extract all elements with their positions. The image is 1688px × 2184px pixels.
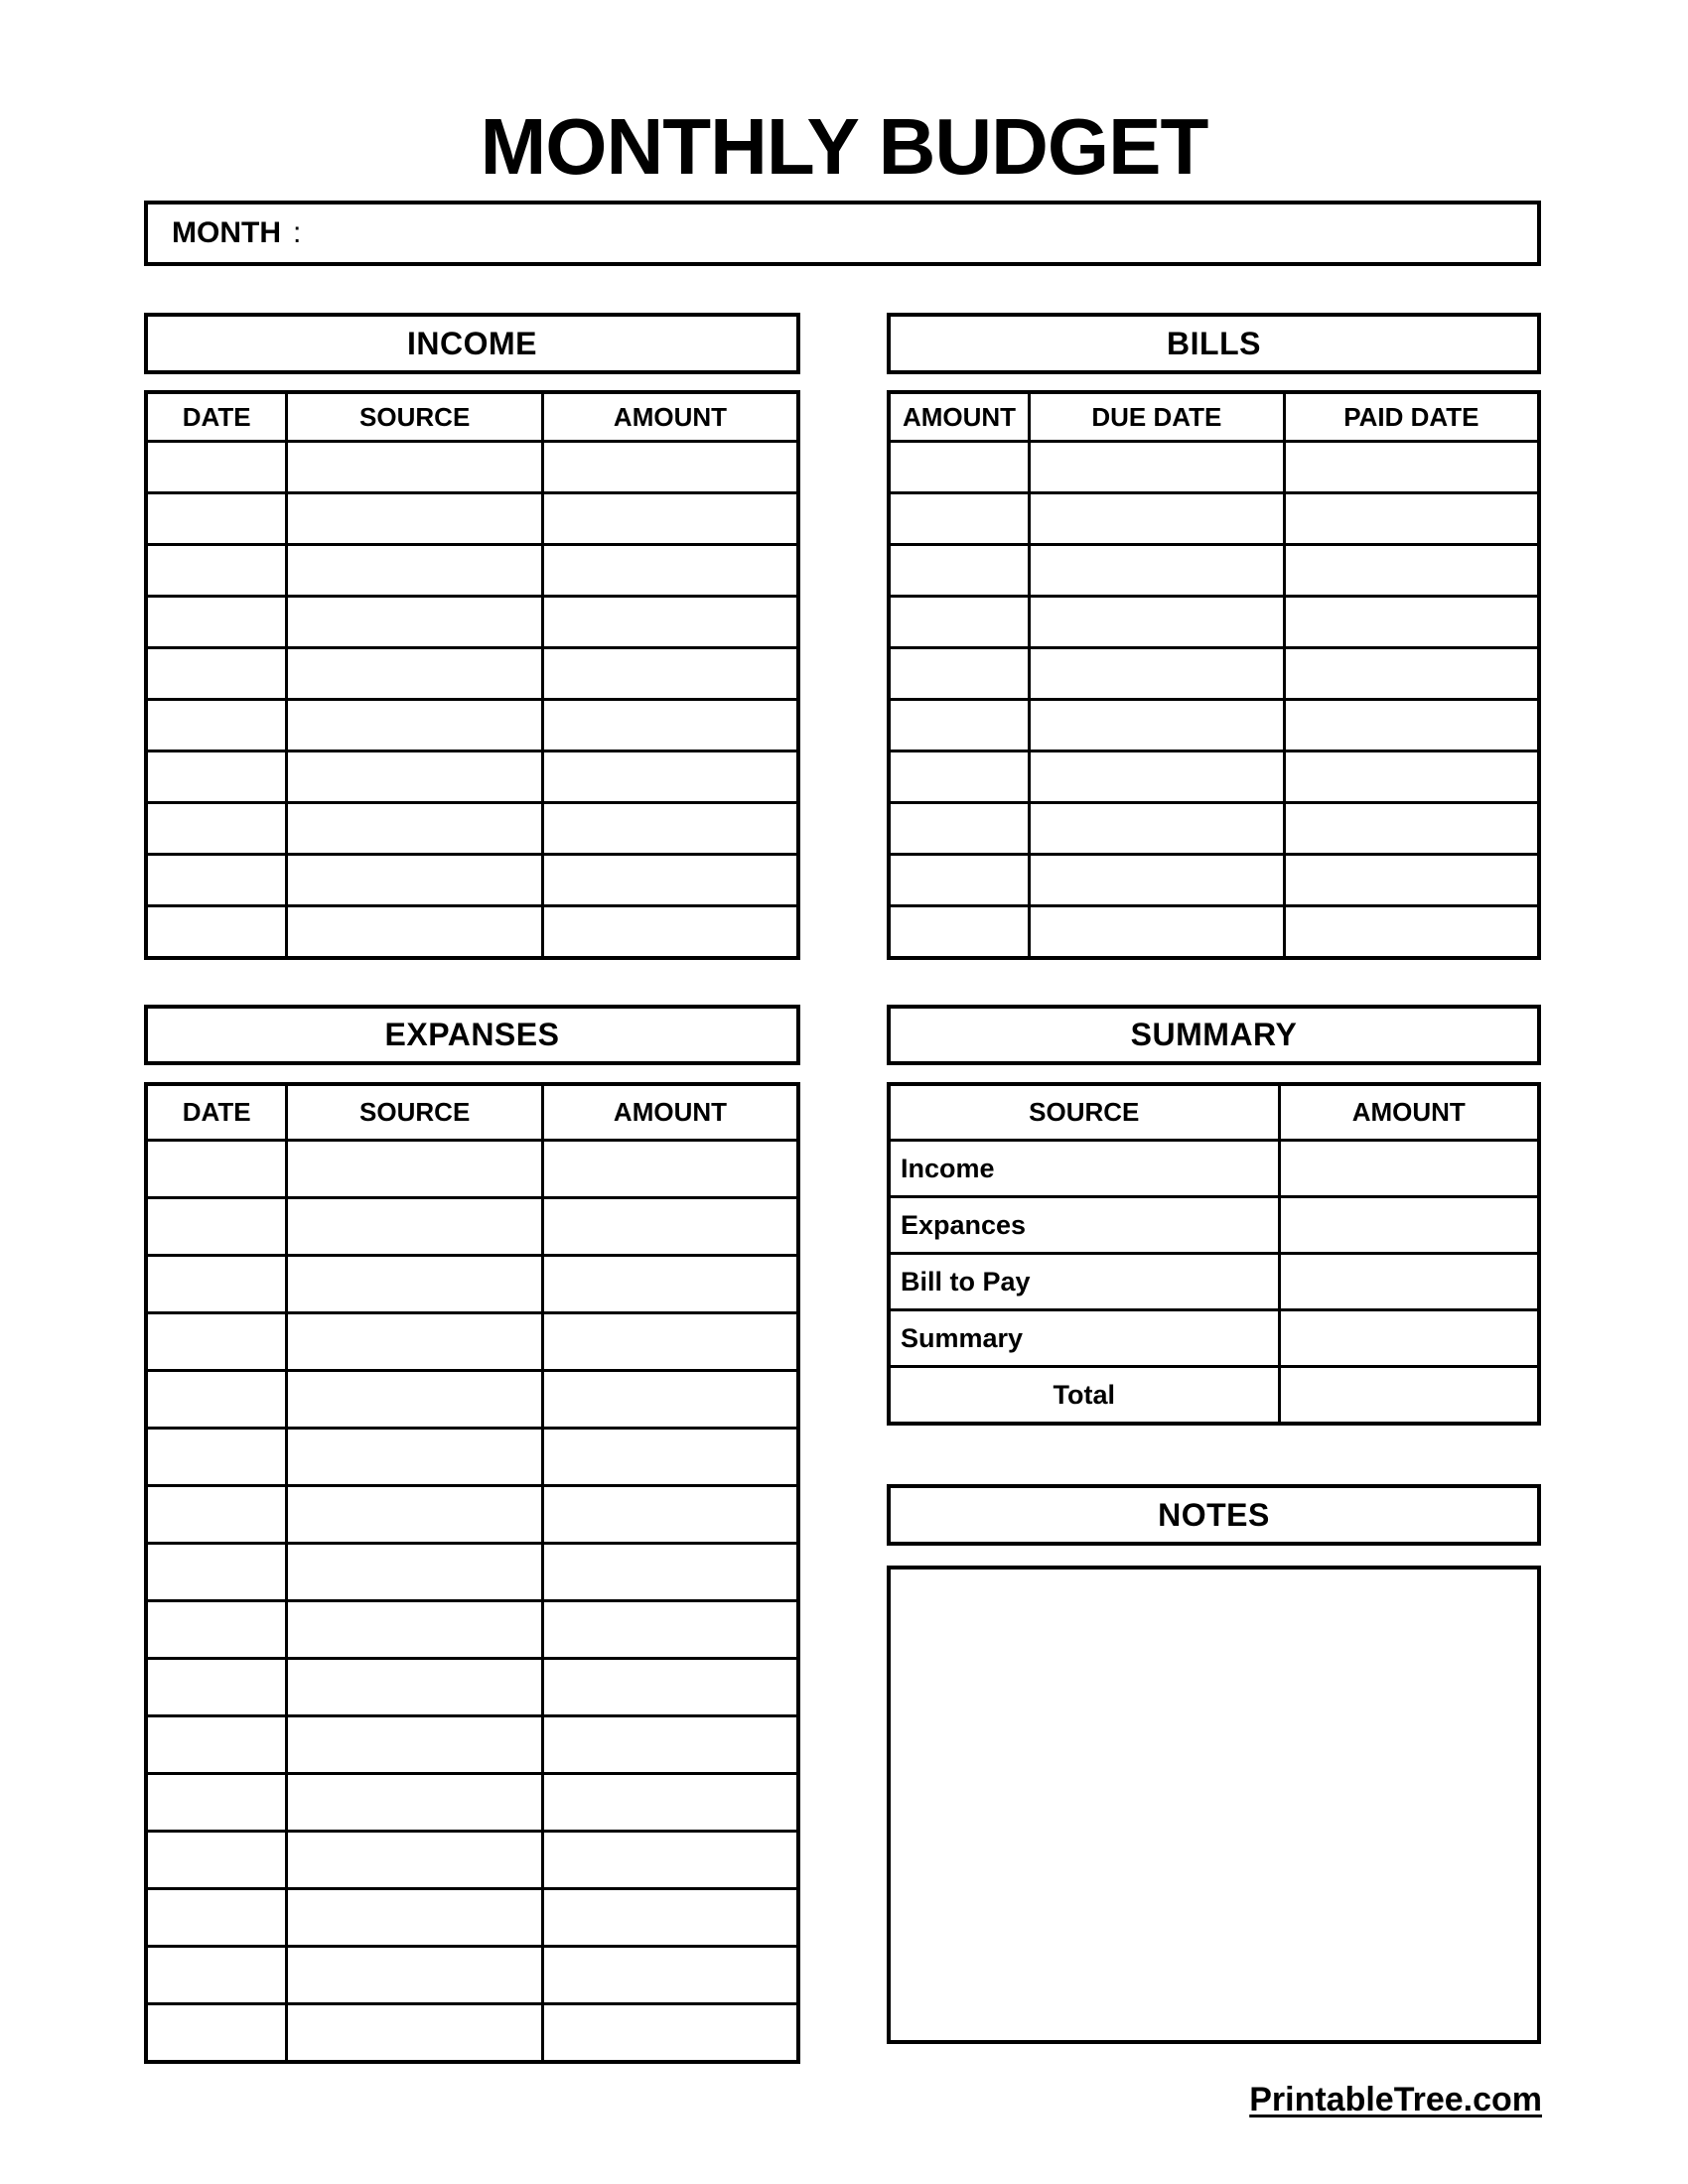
bills-empty-cell[interactable]: [1029, 648, 1284, 700]
bills-empty-cell[interactable]: [889, 700, 1029, 751]
expenses-empty-cell[interactable]: [146, 1429, 287, 1486]
summary-amount-cell[interactable]: [1279, 1367, 1539, 1425]
summary-row: [889, 1141, 1539, 1197]
income-row: [146, 545, 798, 597]
income-header-row: [146, 392, 798, 442]
expenses-column-header: SOURCE: [287, 1084, 543, 1141]
expenses-row: [146, 2004, 798, 2063]
expenses-empty-cell[interactable]: [287, 1889, 543, 1947]
bills-row: [889, 803, 1539, 855]
summary-row-label: Total: [889, 1367, 1279, 1425]
income-empty-cell[interactable]: [542, 906, 798, 959]
bills-empty-cell[interactable]: [889, 803, 1029, 855]
expenses-empty-cell[interactable]: [146, 1313, 287, 1371]
expenses-empty-cell[interactable]: [287, 1486, 543, 1544]
expenses-empty-cell[interactable]: [287, 1198, 543, 1256]
expenses-row: [146, 1256, 798, 1313]
income-empty-cell[interactable]: [146, 855, 287, 906]
expenses-row: [146, 1659, 798, 1716]
income-empty-cell[interactable]: [542, 700, 798, 751]
expenses-row: [146, 1486, 798, 1544]
month-value-area[interactable]: [301, 205, 1537, 262]
bills-row: [889, 855, 1539, 906]
bills-column-header: AMOUNT: [889, 392, 1029, 442]
income-empty-cell[interactable]: [542, 803, 798, 855]
bills-empty-cell[interactable]: [1284, 648, 1539, 700]
income-empty-cell[interactable]: [146, 442, 287, 493]
expenses-empty-cell[interactable]: [287, 1141, 543, 1198]
income-row: [146, 751, 798, 803]
bills-empty-cell[interactable]: [1029, 597, 1284, 648]
bills-empty-cell[interactable]: [889, 597, 1029, 648]
expenses-empty-cell[interactable]: [287, 1371, 543, 1429]
month-separator: :: [292, 216, 302, 249]
notes-content-area[interactable]: [887, 1566, 1541, 2044]
summary-row: [889, 1197, 1539, 1254]
income-empty-cell[interactable]: [146, 597, 287, 648]
income-row: [146, 648, 798, 700]
summary-section-title: [887, 1005, 1541, 1065]
bills-table: [887, 390, 1541, 960]
expenses-empty-cell[interactable]: [542, 1716, 798, 1774]
income-empty-cell[interactable]: [287, 493, 543, 545]
month-label: MONTH: [172, 216, 281, 249]
expenses-empty-cell[interactable]: [146, 1486, 287, 1544]
expenses-header-row: [146, 1084, 798, 1141]
income-empty-cell[interactable]: [542, 442, 798, 493]
expenses-empty-cell[interactable]: [287, 1601, 543, 1659]
summary-row-label: Bill to Pay: [889, 1254, 1279, 1310]
expenses-empty-cell[interactable]: [146, 1716, 287, 1774]
income-row: [146, 855, 798, 906]
income-row: [146, 906, 798, 959]
income-empty-cell[interactable]: [287, 442, 543, 493]
expenses-empty-cell[interactable]: [146, 1774, 287, 1832]
bills-empty-cell[interactable]: [889, 906, 1029, 959]
income-column-header: DATE: [146, 392, 287, 442]
income-empty-cell[interactable]: [542, 855, 798, 906]
summary-amount-cell[interactable]: [1279, 1310, 1539, 1367]
bills-empty-cell[interactable]: [1029, 803, 1284, 855]
expenses-row: [146, 1947, 798, 2004]
expenses-empty-cell[interactable]: [146, 1141, 287, 1198]
expenses-row: [146, 1832, 798, 1889]
income-empty-cell[interactable]: [146, 545, 287, 597]
bills-empty-cell[interactable]: [889, 442, 1029, 493]
bills-empty-cell[interactable]: [889, 855, 1029, 906]
expenses-row: [146, 1889, 798, 1947]
bills-empty-cell[interactable]: [1284, 545, 1539, 597]
expenses-empty-cell[interactable]: [542, 1141, 798, 1198]
expenses-empty-cell[interactable]: [146, 1947, 287, 2004]
bills-empty-cell[interactable]: [1284, 751, 1539, 803]
bills-empty-cell[interactable]: [1284, 700, 1539, 751]
income-empty-cell[interactable]: [287, 906, 543, 959]
expenses-empty-cell[interactable]: [146, 1601, 287, 1659]
bills-column-header: PAID DATE: [1284, 392, 1539, 442]
income-empty-cell[interactable]: [146, 751, 287, 803]
expenses-empty-cell[interactable]: [146, 1889, 287, 1947]
expenses-empty-cell[interactable]: [542, 1256, 798, 1313]
expenses-empty-cell[interactable]: [287, 2004, 543, 2063]
expenses-empty-cell[interactable]: [287, 1313, 543, 1371]
income-empty-cell[interactable]: [287, 803, 543, 855]
notes-section-title: [887, 1484, 1541, 1546]
income-row: [146, 442, 798, 493]
expenses-column-header: AMOUNT: [542, 1084, 798, 1141]
bills-empty-cell[interactable]: [1029, 700, 1284, 751]
page-title: MONTHLY BUDGET: [480, 102, 1208, 191]
expenses-empty-cell[interactable]: [146, 2004, 287, 2063]
expenses-section-title: [144, 1005, 800, 1065]
summary-row-label: Expances: [889, 1197, 1279, 1254]
expenses-empty-cell[interactable]: [542, 1601, 798, 1659]
bills-empty-cell[interactable]: [1029, 545, 1284, 597]
notes-title-text: NOTES: [1158, 1496, 1270, 1533]
income-empty-cell[interactable]: [542, 493, 798, 545]
bills-row: [889, 751, 1539, 803]
expenses-row: [146, 1429, 798, 1486]
bills-row: [889, 493, 1539, 545]
expenses-row: [146, 1601, 798, 1659]
summary-amount-cell[interactable]: [1279, 1254, 1539, 1310]
expenses-empty-cell[interactable]: [542, 1947, 798, 2004]
summary-column-header: AMOUNT: [1279, 1084, 1539, 1141]
expenses-empty-cell[interactable]: [146, 1544, 287, 1601]
bills-column-header: DUE DATE: [1029, 392, 1284, 442]
income-empty-cell[interactable]: [287, 855, 543, 906]
income-empty-cell[interactable]: [146, 906, 287, 959]
expenses-empty-cell[interactable]: [542, 1832, 798, 1889]
summary-row: [889, 1310, 1539, 1367]
summary-header-row: [889, 1084, 1539, 1141]
expenses-empty-cell[interactable]: [542, 1198, 798, 1256]
bills-row: [889, 700, 1539, 751]
expenses-empty-cell[interactable]: [542, 1544, 798, 1601]
income-empty-cell[interactable]: [146, 700, 287, 751]
bills-empty-cell[interactable]: [889, 545, 1029, 597]
income-row: [146, 700, 798, 751]
summary-row-label: Income: [889, 1141, 1279, 1197]
expenses-empty-cell[interactable]: [542, 1774, 798, 1832]
income-column-header: AMOUNT: [542, 392, 798, 442]
expenses-empty-cell[interactable]: [146, 1659, 287, 1716]
income-empty-cell[interactable]: [287, 751, 543, 803]
expenses-empty-cell[interactable]: [287, 1256, 543, 1313]
expenses-empty-cell[interactable]: [287, 1429, 543, 1486]
expenses-empty-cell[interactable]: [287, 1659, 543, 1716]
bills-empty-cell[interactable]: [1284, 493, 1539, 545]
bills-row: [889, 442, 1539, 493]
income-empty-cell[interactable]: [542, 597, 798, 648]
expenses-empty-cell[interactable]: [287, 1832, 543, 1889]
expenses-row: [146, 1774, 798, 1832]
month-field: [144, 201, 1541, 266]
income-section-title: [144, 313, 800, 374]
expenses-empty-cell[interactable]: [287, 1947, 543, 2004]
income-empty-cell[interactable]: [146, 648, 287, 700]
expenses-row: [146, 1371, 798, 1429]
summary-title-text: SUMMARY: [1130, 1017, 1298, 1052]
expenses-row: [146, 1313, 798, 1371]
income-empty-cell[interactable]: [146, 803, 287, 855]
income-column-header: SOURCE: [287, 392, 543, 442]
expenses-empty-cell[interactable]: [542, 1659, 798, 1716]
summary-table: [887, 1082, 1541, 1426]
bills-empty-cell[interactable]: [889, 751, 1029, 803]
expenses-empty-cell[interactable]: [542, 1429, 798, 1486]
income-empty-cell[interactable]: [542, 648, 798, 700]
income-empty-cell[interactable]: [542, 751, 798, 803]
summary-row: [889, 1367, 1539, 1425]
expenses-empty-cell[interactable]: [146, 1256, 287, 1313]
expenses-table: [144, 1082, 800, 2064]
bills-empty-cell[interactable]: [1284, 442, 1539, 493]
summary-row-label: Summary: [889, 1310, 1279, 1367]
bills-row: [889, 545, 1539, 597]
expenses-empty-cell[interactable]: [542, 1486, 798, 1544]
expenses-row: [146, 1544, 798, 1601]
income-table: [144, 390, 800, 960]
bills-empty-cell[interactable]: [1284, 855, 1539, 906]
bills-empty-cell[interactable]: [889, 493, 1029, 545]
bills-row: [889, 597, 1539, 648]
expenses-empty-cell[interactable]: [542, 1313, 798, 1371]
bills-row: [889, 906, 1539, 959]
summary-row: [889, 1254, 1539, 1310]
expenses-empty-cell[interactable]: [542, 1889, 798, 1947]
bills-empty-cell[interactable]: [1284, 803, 1539, 855]
bills-section-title: [887, 313, 1541, 374]
expenses-row: [146, 1716, 798, 1774]
expenses-title-text: EXPANSES: [384, 1017, 560, 1052]
income-empty-cell[interactable]: [287, 545, 543, 597]
summary-amount-cell[interactable]: [1279, 1197, 1539, 1254]
footer-site-link[interactable]: PrintableTree.com: [1249, 2081, 1542, 2118]
income-empty-cell[interactable]: [287, 597, 543, 648]
income-row: [146, 803, 798, 855]
income-row: [146, 597, 798, 648]
bills-empty-cell[interactable]: [1284, 906, 1539, 959]
bills-header-row: [889, 392, 1539, 442]
bills-empty-cell[interactable]: [1029, 855, 1284, 906]
expenses-row: [146, 1198, 798, 1256]
income-empty-cell[interactable]: [287, 700, 543, 751]
expenses-empty-cell[interactable]: [542, 1371, 798, 1429]
income-empty-cell[interactable]: [287, 648, 543, 700]
expenses-empty-cell[interactable]: [146, 1832, 287, 1889]
summary-column-header: SOURCE: [889, 1084, 1279, 1141]
bills-row: [889, 648, 1539, 700]
expenses-empty-cell[interactable]: [287, 1716, 543, 1774]
expenses-empty-cell[interactable]: [146, 1198, 287, 1256]
expenses-empty-cell[interactable]: [146, 1371, 287, 1429]
bills-empty-cell[interactable]: [1029, 442, 1284, 493]
summary-amount-cell[interactable]: [1279, 1141, 1539, 1197]
expenses-empty-cell[interactable]: [287, 1544, 543, 1601]
income-row: [146, 493, 798, 545]
bills-empty-cell[interactable]: [1029, 493, 1284, 545]
expenses-empty-cell[interactable]: [542, 2004, 798, 2063]
bills-empty-cell[interactable]: [889, 648, 1029, 700]
bills-empty-cell[interactable]: [1284, 597, 1539, 648]
expenses-column-header: DATE: [146, 1084, 287, 1141]
bills-empty-cell[interactable]: [1029, 906, 1284, 959]
bills-empty-cell[interactable]: [1029, 751, 1284, 803]
income-empty-cell[interactable]: [146, 493, 287, 545]
expenses-empty-cell[interactable]: [287, 1774, 543, 1832]
income-empty-cell[interactable]: [542, 545, 798, 597]
bills-title-text: BILLS: [1167, 325, 1261, 361]
expenses-row: [146, 1141, 798, 1198]
income-title-text: INCOME: [407, 325, 537, 361]
